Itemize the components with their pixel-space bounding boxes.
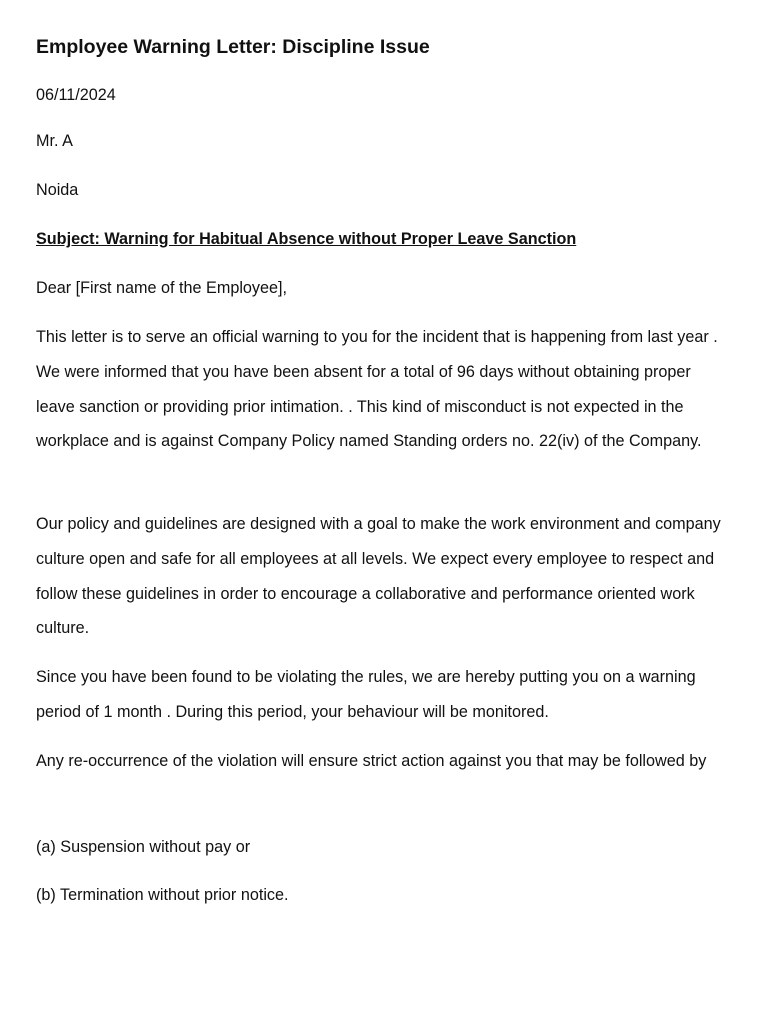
paragraph-consequences: Any re-occurrence of the violation will ensure strict action against you that may be followed by [36,752,707,770]
list-item-suspension: (a) Suspension without pay or [36,838,251,856]
list-item-termination: (b) Termination without prior notice. [36,886,289,904]
salutation: Dear [First name of the Employee], [36,279,288,297]
letter-date: 06/11/2024 [36,86,116,104]
recipient-name: Mr. A [36,132,73,150]
paragraph-policy: Our policy and guidelines are designed with a goal to make the work environment and company culture open and safe for all employees at all levels. We expect every employee to respect and follow these guidelines in order to encourage a collaborative and performance oriented work culture. [36,515,721,638]
document-title: Employee Warning Letter: Discipline Issue [36,36,430,58]
recipient-city: Noida [36,181,79,199]
paragraph-warning: This letter is to serve an official warning to you for the incident that is happening from last year . We were informed that you have been absent for a total of 96 days without obtaining proper leave sanction or providing prior intimation. . This kind of misconduct is not expected in the workplace and is against Company Policy named Standing orders no. 22(iv) of the Company. [36,328,718,451]
subject-line: Subject: Warning for Habitual Absence without Proper Leave Sanction [36,230,577,248]
paragraph-warning-period: Since you have been found to be violating the rules, we are hereby putting you on a warning period of 1 month . During this period, your behaviour will be monitored. [36,668,696,721]
